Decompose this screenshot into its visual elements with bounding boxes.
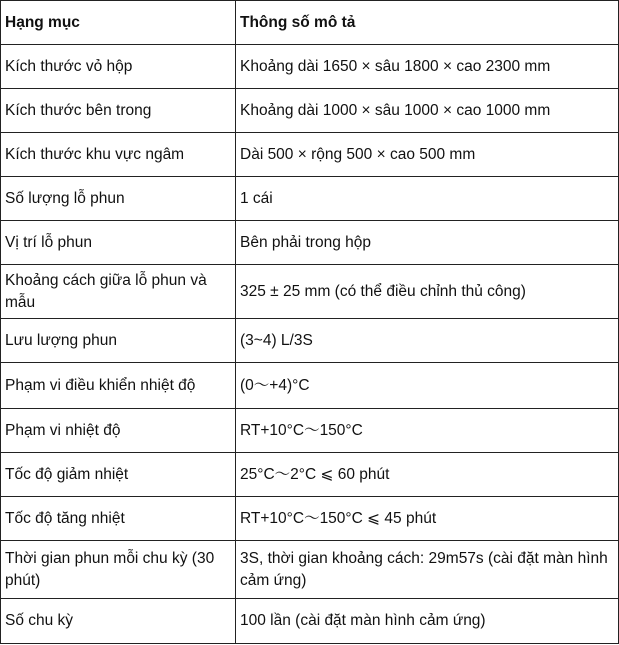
row-spec-value: Dài 500 × rộng 500 × cao 500 mm — [236, 133, 619, 177]
row-spec-value: RT+10°C～150°C ⩽ 45 phút — [236, 497, 619, 541]
row-spec-value: 25°C～2°C ⩽ 60 phút — [236, 453, 619, 497]
row-item-label: Số lượng lỗ phun — [1, 177, 236, 221]
row-spec-value: 100 lần (cài đặt màn hình cảm ứng) — [236, 599, 619, 644]
row-item-label: Lưu lượng phun — [1, 319, 236, 363]
row-item-label: Kích thước vỏ hộp — [1, 45, 236, 89]
table-row — [1, 133, 619, 177]
header-item: Hạng mục — [1, 1, 236, 45]
table-row — [1, 45, 619, 89]
table-row — [1, 265, 619, 319]
table-row — [1, 177, 619, 221]
table-row — [1, 497, 619, 541]
table-row — [1, 541, 619, 599]
row-item-label: Phạm vi điều khiển nhiệt độ — [1, 363, 236, 409]
table-row — [1, 89, 619, 133]
row-spec-value: Khoảng dài 1650 × sâu 1800 × cao 2300 mm — [236, 45, 619, 89]
row-item-label: Kích thước bên trong — [1, 89, 236, 133]
row-spec-value: (0～+4)°C — [236, 363, 619, 409]
row-item-label: Vị trí lỗ phun — [1, 221, 236, 265]
row-item-label: Phạm vi nhiệt độ — [1, 409, 236, 453]
row-item-label: Tốc độ giảm nhiệt — [1, 453, 236, 497]
table-row — [1, 599, 619, 644]
row-spec-value: 325 ± 25 mm (có thể điều chỉnh thủ công) — [236, 265, 619, 319]
table-row — [1, 363, 619, 409]
row-spec-value: Bên phải trong hộp — [236, 221, 619, 265]
row-spec-value: Khoảng dài 1000 × sâu 1000 × cao 1000 mm — [236, 89, 619, 133]
header-spec: Thông số mô tả — [236, 1, 619, 45]
row-item-label: Khoảng cách giữa lỗ phun và mẫu — [1, 265, 236, 319]
table-row — [1, 453, 619, 497]
table-row — [1, 409, 619, 453]
table-row — [1, 221, 619, 265]
row-item-label: Số chu kỳ — [1, 599, 236, 644]
row-spec-value: 1 cái — [236, 177, 619, 221]
row-spec-value: (3~4) L/3S — [236, 319, 619, 363]
row-item-label: Thời gian phun mỗi chu kỳ (30 phút) — [1, 541, 236, 599]
row-spec-value: RT+10°C～150°C — [236, 409, 619, 453]
row-spec-value: 3S, thời gian khoảng cách: 29m57s (cài đặt màn hình cảm ứng) — [236, 541, 619, 599]
row-item-label: Tốc độ tăng nhiệt — [1, 497, 236, 541]
table-header-row — [1, 1, 619, 45]
row-item-label: Kích thước khu vực ngâm — [1, 133, 236, 177]
table-row — [1, 319, 619, 363]
